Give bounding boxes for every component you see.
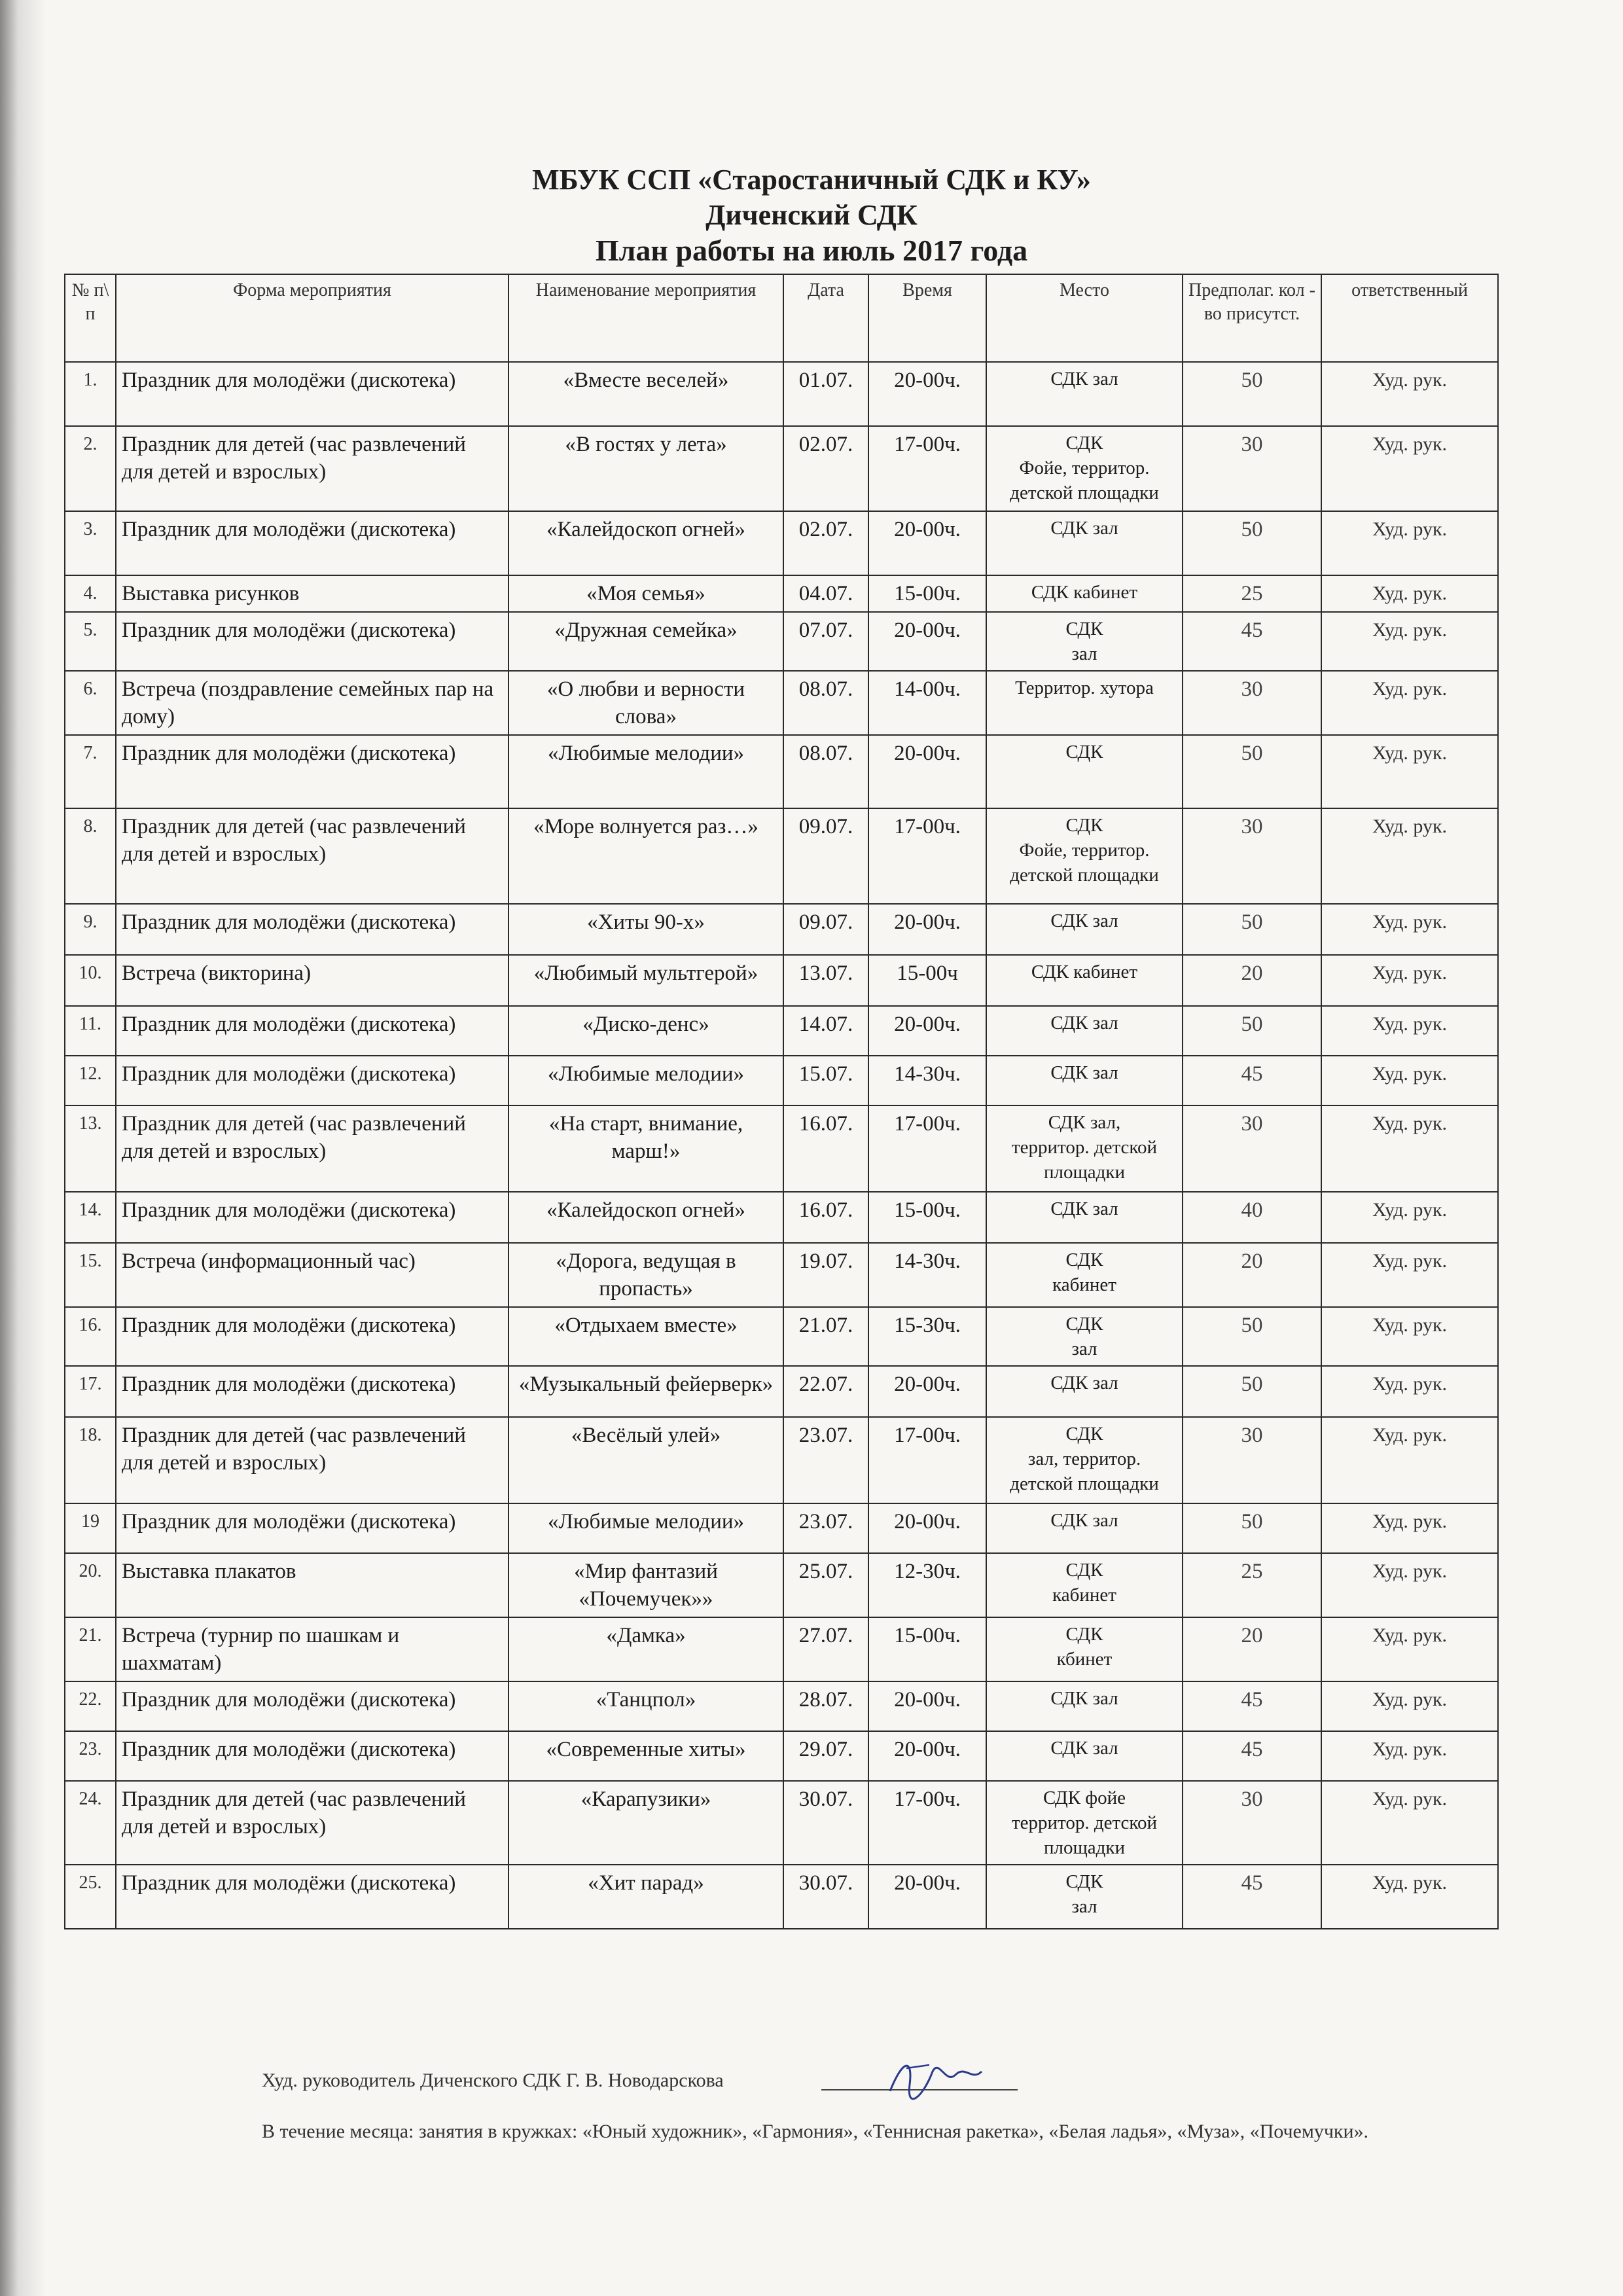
cell-place: СДК кабинет <box>986 575 1183 612</box>
cell-form: Встреча (информационный час) <box>116 1243 508 1307</box>
cell-responsible: Худ. рук. <box>1321 1617 1498 1681</box>
cell-name: «Дамка» <box>508 1617 783 1681</box>
table-row <box>65 1307 1498 1366</box>
cell-responsible: Худ. рук. <box>1321 671 1498 735</box>
cell-place: СДК зал <box>986 1192 1183 1243</box>
cell-responsible: Худ. рук. <box>1321 1731 1498 1781</box>
cell-form: Праздник для молодёжи (дискотека) <box>116 1865 508 1929</box>
cell-count: 50 <box>1183 1366 1321 1417</box>
cell-time: 17-00ч. <box>868 1105 986 1192</box>
cell-place: СДК зал, территор. детской площадки <box>986 1417 1183 1503</box>
cell-number: 25. <box>65 1865 116 1929</box>
cell-place: СДК Фойе, территор. детской площадки <box>986 426 1183 511</box>
cell-form: Праздник для молодёжи (дискотека) <box>116 612 508 671</box>
cell-form: Встреча (викторина) <box>116 955 508 1006</box>
cell-time: 20-00ч. <box>868 904 986 955</box>
branch-title: Диченский СДК <box>705 199 918 231</box>
cell-date: 19.07. <box>783 1243 868 1307</box>
cell-form: Праздник для детей (час развлечений для детей и взрослых) <box>116 1105 508 1192</box>
cell-count: 30 <box>1183 1105 1321 1192</box>
cell-name: «Любимые мелодии» <box>508 735 783 808</box>
cell-time: 15-00ч. <box>868 575 986 612</box>
cell-time: 20-00ч. <box>868 1865 986 1929</box>
table-row <box>65 1417 1498 1503</box>
cell-date: 13.07. <box>783 955 868 1006</box>
table-row <box>65 426 1498 511</box>
cell-date: 23.07. <box>783 1503 868 1553</box>
table-row <box>65 671 1498 735</box>
cell-responsible: Худ. рук. <box>1321 575 1498 612</box>
table-row <box>65 1865 1498 1929</box>
cell-count: 30 <box>1183 1781 1321 1865</box>
cell-number: 6. <box>65 671 116 735</box>
cell-number: 24. <box>65 1781 116 1865</box>
cell-form: Праздник для детей (час развлечений для детей и взрослых) <box>116 426 508 511</box>
cell-place: Территор. хутора <box>986 671 1183 735</box>
cell-count: 40 <box>1183 1192 1321 1243</box>
table-row <box>65 1366 1498 1417</box>
cell-name: «Вместе веселей» <box>508 362 783 426</box>
cell-responsible: Худ. рук. <box>1321 808 1498 904</box>
table-row <box>65 1056 1498 1105</box>
cell-responsible: Худ. рук. <box>1321 1681 1498 1731</box>
table-row <box>65 575 1498 612</box>
cell-responsible: Худ. рук. <box>1321 1553 1498 1617</box>
cell-count: 25 <box>1183 1553 1321 1617</box>
table-row <box>65 1731 1498 1781</box>
cell-date: 15.07. <box>783 1056 868 1105</box>
cell-time: 20-00ч. <box>868 511 986 575</box>
cell-responsible: Худ. рук. <box>1321 511 1498 575</box>
cell-date: 09.07. <box>783 808 868 904</box>
cell-responsible: Худ. рук. <box>1321 1243 1498 1307</box>
cell-responsible: Худ. рук. <box>1321 1105 1498 1192</box>
header-form: Форма мероприятия <box>116 274 508 362</box>
cell-date: 30.07. <box>783 1781 868 1865</box>
header-number: № п\ п <box>65 274 116 362</box>
cell-number: 7. <box>65 735 116 808</box>
cell-time: 15-00ч. <box>868 1617 986 1681</box>
cell-responsible: Худ. рук. <box>1321 612 1498 671</box>
table-row <box>65 1243 1498 1307</box>
cell-time: 20-00ч. <box>868 1681 986 1731</box>
cell-form: Праздник для молодёжи (дискотека) <box>116 1192 508 1243</box>
table-row <box>65 612 1498 671</box>
cell-number: 5. <box>65 612 116 671</box>
cell-count: 50 <box>1183 1006 1321 1056</box>
cell-count: 30 <box>1183 671 1321 735</box>
table-body <box>65 362 1498 1929</box>
cell-form: Встреча (турнир по шашкам и шахматам) <box>116 1617 508 1681</box>
cell-place: СДК Фойе, территор. детской площадки <box>986 808 1183 904</box>
cell-number: 3. <box>65 511 116 575</box>
cell-date: 04.07. <box>783 575 868 612</box>
cell-form: Праздник для молодёжи (дискотека) <box>116 1006 508 1056</box>
header-place: Место <box>986 274 1183 362</box>
cell-number: 17. <box>65 1366 116 1417</box>
cell-form: Праздник для молодёжи (дискотека) <box>116 362 508 426</box>
cell-count: 20 <box>1183 1243 1321 1307</box>
cell-name: «Любимые мелодии» <box>508 1503 783 1553</box>
handwritten-signature <box>883 2045 988 2111</box>
cell-place: СДК зал <box>986 1681 1183 1731</box>
cell-date: 25.07. <box>783 1553 868 1617</box>
cell-number: 2. <box>65 426 116 511</box>
cell-responsible: Худ. рук. <box>1321 1056 1498 1105</box>
cell-place: СДК зал <box>986 1006 1183 1056</box>
cell-responsible: Худ. рук. <box>1321 1865 1498 1929</box>
cell-number: 1. <box>65 362 116 426</box>
cell-time: 20-00ч. <box>868 1503 986 1553</box>
cell-name: «Любимые мелодии» <box>508 1056 783 1105</box>
cell-date: 22.07. <box>783 1366 868 1417</box>
table-row <box>65 1681 1498 1731</box>
cell-name: «Отдыхаем вместе» <box>508 1307 783 1366</box>
cell-place: СДК зал <box>986 904 1183 955</box>
table-row <box>65 1006 1498 1056</box>
cell-time: 12-30ч. <box>868 1553 986 1617</box>
cell-time: 20-00ч. <box>868 1366 986 1417</box>
cell-place: СДК кабинет <box>986 1243 1183 1307</box>
cell-date: 02.07. <box>783 426 868 511</box>
cell-name: «Хиты 90-х» <box>508 904 783 955</box>
cell-form: Праздник для детей (час развлечений для детей и взрослых) <box>116 1781 508 1865</box>
cell-name: «Калейдоскоп огней» <box>508 511 783 575</box>
cell-responsible: Худ. рук. <box>1321 1781 1498 1865</box>
cell-responsible: Худ. рук. <box>1321 1366 1498 1417</box>
cell-form: Праздник для молодёжи (дискотека) <box>116 1681 508 1731</box>
table-row <box>65 955 1498 1006</box>
cell-responsible: Худ. рук. <box>1321 1006 1498 1056</box>
cell-date: 07.07. <box>783 612 868 671</box>
cell-responsible: Худ. рук. <box>1321 1192 1498 1243</box>
cell-responsible: Худ. рук. <box>1321 1503 1498 1553</box>
cell-place: СДК зал <box>986 511 1183 575</box>
cell-count: 45 <box>1183 1731 1321 1781</box>
cell-form: Праздник для молодёжи (дискотека) <box>116 1503 508 1553</box>
table-row <box>65 1617 1498 1681</box>
cell-place: СДК кабинет <box>986 955 1183 1006</box>
cell-name: «Диско-денс» <box>508 1006 783 1056</box>
cell-time: 14-00ч. <box>868 671 986 735</box>
cell-time: 20-00ч. <box>868 362 986 426</box>
cell-count: 50 <box>1183 904 1321 955</box>
cell-form: Праздник для молодёжи (дискотека) <box>116 904 508 955</box>
cell-name: «Дорога, ведущая в пропасть» <box>508 1243 783 1307</box>
cell-number: 23. <box>65 1731 116 1781</box>
cell-date: 27.07. <box>783 1617 868 1681</box>
cell-place: СДК зал <box>986 1366 1183 1417</box>
cell-responsible: Худ. рук. <box>1321 955 1498 1006</box>
cell-count: 30 <box>1183 808 1321 904</box>
cell-responsible: Худ. рук. <box>1321 735 1498 808</box>
cell-time: 15-30ч. <box>868 1307 986 1366</box>
cell-place: СДК зал <box>986 1865 1183 1929</box>
cell-date: 28.07. <box>783 1681 868 1731</box>
cell-number: 20. <box>65 1553 116 1617</box>
cell-count: 30 <box>1183 426 1321 511</box>
cell-number: 15. <box>65 1243 116 1307</box>
cell-count: 20 <box>1183 955 1321 1006</box>
cell-time: 14-30ч. <box>868 1243 986 1307</box>
cell-form: Праздник для молодёжи (дискотека) <box>116 511 508 575</box>
cell-name: «Любимый мультгерой» <box>508 955 783 1006</box>
cell-time: 20-00ч. <box>868 1006 986 1056</box>
table-row <box>65 1553 1498 1617</box>
cell-number: 19 <box>65 1503 116 1553</box>
cell-responsible: Худ. рук. <box>1321 426 1498 511</box>
cell-number: 8. <box>65 808 116 904</box>
cell-count: 20 <box>1183 1617 1321 1681</box>
cell-count: 50 <box>1183 362 1321 426</box>
cell-name: «Хит парад» <box>508 1865 783 1929</box>
monthly-activities-note: В течение месяца: занятия в кружках: «Юный художник», «Гармония», «Теннисная ракетка», «Белая ладья», «Муза», «Почемучки». <box>262 2121 1369 2142</box>
cell-count: 50 <box>1183 1503 1321 1553</box>
table-row <box>65 1781 1498 1865</box>
cell-form: Праздник для молодёжи (дискотека) <box>116 1731 508 1781</box>
cell-name: «Море волнуется раз…» <box>508 808 783 904</box>
cell-form: Праздник для молодёжи (дискотека) <box>116 1056 508 1105</box>
cell-place: СДК зал, территор. детской площадки <box>986 1105 1183 1192</box>
cell-form: Праздник для молодёжи (дискотека) <box>116 1307 508 1366</box>
header-date: Дата <box>783 274 868 362</box>
cell-place: СДК зал <box>986 1503 1183 1553</box>
cell-form: Выставка плакатов <box>116 1553 508 1617</box>
cell-count: 45 <box>1183 1681 1321 1731</box>
cell-time: 17-00ч. <box>868 426 986 511</box>
cell-date: 29.07. <box>783 1731 868 1781</box>
cell-date: 08.07. <box>783 735 868 808</box>
cell-time: 17-00ч. <box>868 1781 986 1865</box>
cell-responsible: Худ. рук. <box>1321 1417 1498 1503</box>
cell-number: 10. <box>65 955 116 1006</box>
cell-form: Праздник для молодёжи (дискотека) <box>116 735 508 808</box>
cell-number: 13. <box>65 1105 116 1192</box>
cell-place: СДК зал <box>986 362 1183 426</box>
cell-time: 20-00ч. <box>868 735 986 808</box>
cell-date: 14.07. <box>783 1006 868 1056</box>
cell-place: СДК зал <box>986 612 1183 671</box>
table-header-row <box>65 274 1498 362</box>
cell-count: 45 <box>1183 612 1321 671</box>
cell-date: 30.07. <box>783 1865 868 1929</box>
table-row <box>65 735 1498 808</box>
cell-count: 45 <box>1183 1865 1321 1929</box>
cell-name: «Дружная семейка» <box>508 612 783 671</box>
cell-date: 08.07. <box>783 671 868 735</box>
cell-number: 16. <box>65 1307 116 1366</box>
cell-place: СДК зал <box>986 1056 1183 1105</box>
cell-date: 01.07. <box>783 362 868 426</box>
cell-number: 21. <box>65 1617 116 1681</box>
document-header <box>0 162 1623 268</box>
cell-count: 25 <box>1183 575 1321 612</box>
cell-place: СДК кбинет <box>986 1617 1183 1681</box>
cell-form: Праздник для молодёжи (дискотека) <box>116 1366 508 1417</box>
cell-name: «Мир фантазий «Почемучек»» <box>508 1553 783 1617</box>
cell-name: «Калейдоскоп огней» <box>508 1192 783 1243</box>
header-name: Наименование мероприятия <box>508 274 783 362</box>
cell-name: «В гостях у лета» <box>508 426 783 511</box>
cell-count: 50 <box>1183 1307 1321 1366</box>
table-row <box>65 362 1498 426</box>
cell-name: «Весёлый улей» <box>508 1417 783 1503</box>
header-count: Предполаг. кол - во присутст. <box>1183 274 1321 362</box>
cell-place: СДК зал <box>986 1731 1183 1781</box>
cell-count: 50 <box>1183 511 1321 575</box>
cell-number: 18. <box>65 1417 116 1503</box>
cell-name: «Карапузики» <box>508 1781 783 1865</box>
plan-title: План работы на июль 2017 года <box>595 234 1028 267</box>
cell-number: 12. <box>65 1056 116 1105</box>
cell-time: 14-30ч. <box>868 1056 986 1105</box>
cell-date: 16.07. <box>783 1192 868 1243</box>
cell-date: 16.07. <box>783 1105 868 1192</box>
cell-responsible: Худ. рук. <box>1321 904 1498 955</box>
cell-name: «На старт, внимание, марш!» <box>508 1105 783 1192</box>
table-row <box>65 808 1498 904</box>
header-responsible: ответственный <box>1321 274 1498 362</box>
scan-shadow-edge <box>0 0 46 2296</box>
table-row <box>65 1503 1498 1553</box>
cell-responsible: Худ. рук. <box>1321 1307 1498 1366</box>
cell-number: 14. <box>65 1192 116 1243</box>
cell-number: 11. <box>65 1006 116 1056</box>
cell-name: «Музыкальный фейерверк» <box>508 1366 783 1417</box>
cell-name: «Моя семья» <box>508 575 783 612</box>
cell-count: 50 <box>1183 735 1321 808</box>
table-row <box>65 511 1498 575</box>
cell-place: СДК кабинет <box>986 1553 1183 1617</box>
cell-count: 30 <box>1183 1417 1321 1503</box>
cell-time: 15-00ч. <box>868 1192 986 1243</box>
organization-title: МБУК ССП «Старостаничный СДК и КУ» <box>532 164 1091 196</box>
cell-responsible: Худ. рук. <box>1321 362 1498 426</box>
cell-name: «Современные хиты» <box>508 1731 783 1781</box>
cell-number: 4. <box>65 575 116 612</box>
cell-number: 22. <box>65 1681 116 1731</box>
cell-number: 9. <box>65 904 116 955</box>
cell-count: 45 <box>1183 1056 1321 1105</box>
cell-place: СДК <box>986 735 1183 808</box>
cell-time: 20-00ч. <box>868 612 986 671</box>
cell-form: Выставка рисунков <box>116 575 508 612</box>
cell-time: 20-00ч. <box>868 1731 986 1781</box>
cell-time: 17-00ч. <box>868 1417 986 1503</box>
cell-time: 17-00ч. <box>868 808 986 904</box>
cell-form: Праздник для детей (час развлечений для детей и взрослых) <box>116 1417 508 1503</box>
cell-place: СДК зал <box>986 1307 1183 1366</box>
header-time: Время <box>868 274 986 362</box>
cell-date: 21.07. <box>783 1307 868 1366</box>
cell-form: Встреча (поздравление семейных пар на дому) <box>116 671 508 735</box>
table-row <box>65 1192 1498 1243</box>
plan-table <box>64 274 1499 1929</box>
cell-name: «Танцпол» <box>508 1681 783 1731</box>
cell-date: 09.07. <box>783 904 868 955</box>
cell-date: 02.07. <box>783 511 868 575</box>
table-row <box>65 904 1498 955</box>
cell-date: 23.07. <box>783 1417 868 1503</box>
signature-line: Худ. руководитель Диченского СДК Г. В. Новодарскова <box>262 2070 724 2091</box>
cell-form: Праздник для детей (час развлечений для детей и взрослых) <box>116 808 508 904</box>
cell-place: СДК фойе территор. детской площадки <box>986 1781 1183 1865</box>
table-row <box>65 1105 1498 1192</box>
cell-time: 15-00ч <box>868 955 986 1006</box>
cell-name: «О любви и верности слова» <box>508 671 783 735</box>
